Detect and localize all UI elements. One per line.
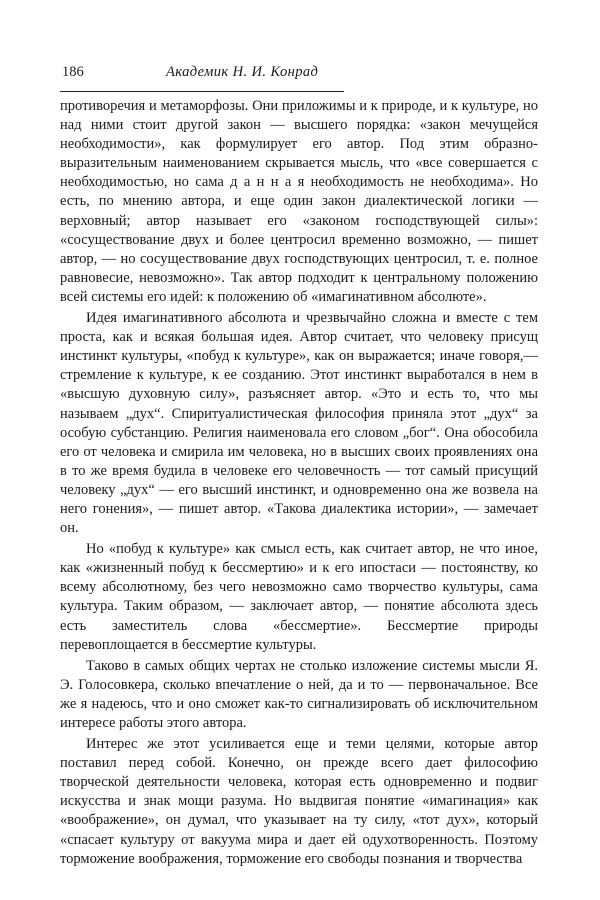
page-number: 186	[62, 64, 84, 80]
header-rule	[60, 91, 344, 92]
body-text	[60, 97, 538, 869]
paragraph-3: Но «побуд к культуре» как смысл есть, как считает автор, не что иное, как «жизненный побуд к бессмертию» и к его ипостаси — постоянству, ко всему абсолютному, без чего невозможно само творчество культуры, сама культура. Таким образом, — заключает автор, — понятие абсолюта здесь есть заместитель слова «бессмертие». Бессмертие природы перевоплощается в бессмертие культуры.	[60, 541, 538, 653]
paragraph-5: Интерес же этот усиливается еще и теми целями, которые автор поставил перед собой. Конечно, он прежде всего дает философию творческой деятельности человека, которая есть одновременно и подвиг искусства и знак мощи разума. Но выдвигая понятие «имагинация» как «воображение», он думал, что указывает на ту силу, «тот дух», который «спасает культуру от вакуума мира и дает ей одухотворенность. Поэтому торможение воображения, торможение его свободы познания и творчества	[60, 736, 538, 867]
running-head	[62, 64, 512, 84]
paragraph-4: Таково в самых общих чертах не столько изложение системы мысли Я. Э. Голосовкера, сколько впечатление о ней, да и то — первоначальное. Все же я надеюсь, что и оно сможет как-то сигнализировать об исключительном интересе работы этого автора.	[60, 657, 538, 731]
paragraph-1: противоречия и метаморфозы. Они приложимы и к природе, и к культуре, но над ними стоит другой закон — высшего порядка: «закон мечущейся необходимости», как формулирует его автор. Под этим образно-выразительным наименованием скрывается мысль, что «все совершается с необходимостью, но сама д а н н а я необходимость не необходима». Но есть, по мнению автора, и еще один закон диалектической логики — верховный; автор называет его «законом господствующей силы»: «сосуществование двух и более центросил временно возможно, — пишет автор, — но сосуществование двух господствующих центросил, т. е. полное равновесие, невозможно». Так автор подходит к центральному положению всей системы его идей: к положению об «имагинативном абсолюте».	[60, 98, 538, 305]
running-title: Академик Н. И. Конрад	[166, 64, 319, 80]
paragraph-2: Идея имагинативного абсолюта и чрезвычайно сложна и вместе с тем проста, как и всякая большая идея. Автор считает, что человеку присущ инстинкт культуры, «побуд к культуре», как он выражается; иначе говоря,— стремление к культуре, к ее созданию. Этот инстинкт выработался в нем в «высшую духовную силу», разъясняет автор. «Это и есть то, что мы называем „дух“. Спиритуалистическая философия приняла этот „дух“ за особую субстанцию. Религия наименовала его словом „бог“. Она обособила его от человека и смирила им человека, но в высших своих проявлениях она в то же время будила в человеке его человечность — тот самый присущий человеку „дух“ — его высший инстинкт, и одновременно она же возвела на него гонения», — пишет автор. «Такова диалектика истории», — замечает он.	[60, 310, 538, 537]
